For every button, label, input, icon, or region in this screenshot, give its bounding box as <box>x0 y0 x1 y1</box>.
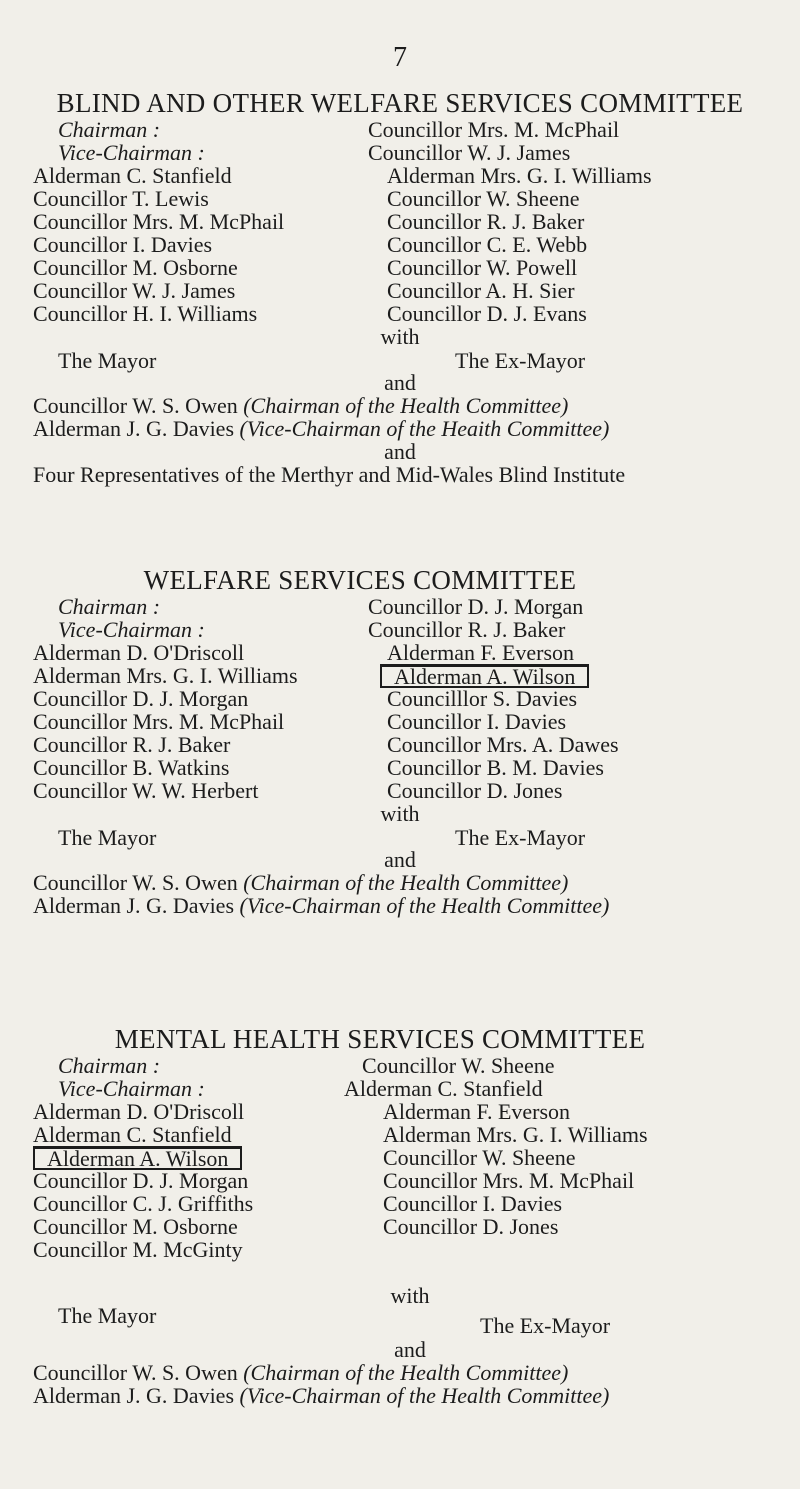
member-name: Councillor Mrs. M. McPhail <box>33 709 285 734</box>
right-column <box>368 595 619 802</box>
davies-line <box>0 417 800 440</box>
welfare-services-committee <box>0 565 800 917</box>
mayor-label: The Mayor <box>58 1303 157 1328</box>
owen-role: (Chairman of the Health Committee) <box>243 393 569 418</box>
davies-role: (Vice-Chairman of the Heaith Committee) <box>239 416 610 441</box>
owen-role: (Chairman of the Health Committee) <box>243 870 569 895</box>
mayor-row <box>0 1303 800 1338</box>
chairman-label: Chairman : <box>58 117 161 142</box>
member-name: Alderman D. O'Driscoll <box>33 640 245 665</box>
owen-name: Councillor W. S. Owen <box>33 393 238 418</box>
member-columns <box>0 118 800 325</box>
mayor-row <box>0 348 800 371</box>
member-name: Councillor I. Davies <box>387 709 567 734</box>
chairman-label: Chairman : <box>58 1053 161 1078</box>
member-name: Councillor Mrs. M. McPhail <box>33 209 285 234</box>
davies-role: (Vice-Chairman of the Health Committee) <box>239 1383 610 1408</box>
and-label: and <box>384 370 416 395</box>
owen-line <box>0 871 800 894</box>
member-name: Councillor B. M. Davies <box>387 755 604 780</box>
with-label: with <box>390 1283 430 1308</box>
davies-line <box>0 1384 800 1407</box>
member-name: Alderman D. O'Driscoll <box>33 1099 245 1124</box>
member-name: Councillor Mrs. M. McPhail <box>383 1168 635 1193</box>
vice-chairman-label: Vice-Chairman : <box>58 140 205 165</box>
mayor-label: The Mayor <box>58 825 157 850</box>
blind-welfare-committee <box>0 88 800 486</box>
ex-mayor-label: The Ex-Mayor <box>455 825 586 850</box>
member-name-boxed: Alderman A. Wilson <box>380 664 589 688</box>
with-label: with <box>380 801 420 826</box>
and-label-2: and <box>384 439 416 464</box>
section-title: WELFARE SERVICES COMMITTEE <box>143 565 577 595</box>
owen-name: Councillor W. S. Owen <box>33 1360 238 1385</box>
left-column <box>33 1054 253 1261</box>
member-name: Councillor T. Lewis <box>33 186 209 211</box>
member-name: Councillor C. J. Griffiths <box>33 1191 254 1216</box>
member-name: Councillor I. Davies <box>33 232 213 257</box>
member-name: Councillor I. Davies <box>383 1191 563 1216</box>
member-name: Councillor R. J. Baker <box>33 732 231 757</box>
member-name: Alderman Mrs. G. I. Williams <box>383 1122 648 1147</box>
owen-name: Councillor W. S. Owen <box>33 870 238 895</box>
member-name: Councillor W. Powell <box>387 255 578 280</box>
chairman-name: Councillor Mrs. M. McPhail <box>368 117 620 142</box>
member-columns <box>0 595 800 802</box>
member-name: Councillor H. I. Williams <box>33 301 258 326</box>
section-title: BLIND AND OTHER WELFARE SERVICES COMMITTEE <box>56 88 744 118</box>
member-name: Councillor M. Osborne <box>33 255 238 280</box>
member-name: Alderman Mrs. G. I. Williams <box>33 663 298 688</box>
member-name: Councilllor S. Davies <box>387 686 578 711</box>
vice-chairman-name: Alderman C. Stanfield <box>344 1076 543 1101</box>
ex-mayor-label: The Ex-Mayor <box>480 1313 611 1338</box>
member-name: Councillor M. McGinty <box>33 1237 243 1262</box>
mayor-row <box>0 825 800 848</box>
vice-chairman-name: Councillor R. J. Baker <box>368 617 566 642</box>
blind-institute-line: Four Representatives of the Merthyr and Mid-Wales Blind Institute <box>33 462 626 487</box>
left-column <box>33 595 298 802</box>
owen-role: (Chairman of the Health Committee) <box>243 1360 569 1385</box>
davies-name: Alderman J. G. Davies <box>33 416 235 441</box>
member-columns <box>0 1054 800 1284</box>
page-number: 7 <box>393 42 407 73</box>
left-column <box>33 118 284 325</box>
member-name: Alderman C. Stanfield <box>33 1122 232 1147</box>
chairman-label: Chairman : <box>58 594 161 619</box>
member-name: Alderman C. Stanfield <box>33 163 232 188</box>
mayor-label: The Mayor <box>58 348 157 373</box>
and-label: and <box>394 1337 426 1362</box>
chairman-name: Councillor D. J. Morgan <box>368 594 584 619</box>
member-name: Councillor M. Osborne <box>33 1214 238 1239</box>
member-name: Councillor W. W. Herbert <box>33 778 259 803</box>
member-name: Alderman F. Everson <box>387 640 575 665</box>
member-name: Councillor W. J. James <box>33 278 236 303</box>
member-name: Councillor D. Jones <box>383 1214 559 1239</box>
member-name: Councillor C. E. Webb <box>387 232 588 257</box>
member-name: Councillor W. Sheene <box>383 1145 576 1170</box>
mental-health-committee <box>0 1024 800 1407</box>
chairman-name: Councillor W. Sheene <box>362 1053 555 1078</box>
member-name: Councillor Mrs. A. Dawes <box>387 732 619 757</box>
vice-chairman-name: Councillor W. J. James <box>368 140 571 165</box>
member-name-boxed: Alderman A. Wilson <box>33 1146 242 1170</box>
member-name: Alderman F. Everson <box>383 1099 571 1124</box>
davies-name: Alderman J. G. Davies <box>33 1383 235 1408</box>
davies-role: (Vice-Chairman of the Health Committee) <box>239 893 610 918</box>
vice-chairman-label: Vice-Chairman : <box>58 617 205 642</box>
vice-chairman-label: Vice-Chairman : <box>58 1076 205 1101</box>
member-name: Councillor D. Jones <box>387 778 563 803</box>
and-label: and <box>384 847 416 872</box>
member-name: Councillor D. J. Morgan <box>33 686 249 711</box>
right-column <box>344 1053 648 1239</box>
with-label: with <box>380 324 420 349</box>
davies-line <box>0 894 800 917</box>
member-name: Councillor B. Watkins <box>33 755 230 780</box>
member-name: Councillor R. J. Baker <box>387 209 585 234</box>
owen-line <box>0 1361 800 1384</box>
member-name: Councillor A. H. Sier <box>387 278 575 303</box>
davies-name: Alderman J. G. Davies <box>33 893 235 918</box>
member-name: Councillor D. J. Evans <box>387 301 587 326</box>
right-column <box>368 118 652 325</box>
member-name: Alderman Mrs. G. I. Williams <box>387 163 652 188</box>
owen-line <box>0 394 800 417</box>
member-name: Councillor D. J. Morgan <box>33 1168 249 1193</box>
section-title: MENTAL HEALTH SERVICES COMMITTEE <box>114 1024 646 1054</box>
member-name: Councillor W. Sheene <box>387 186 580 211</box>
ex-mayor-label: The Ex-Mayor <box>455 348 586 373</box>
